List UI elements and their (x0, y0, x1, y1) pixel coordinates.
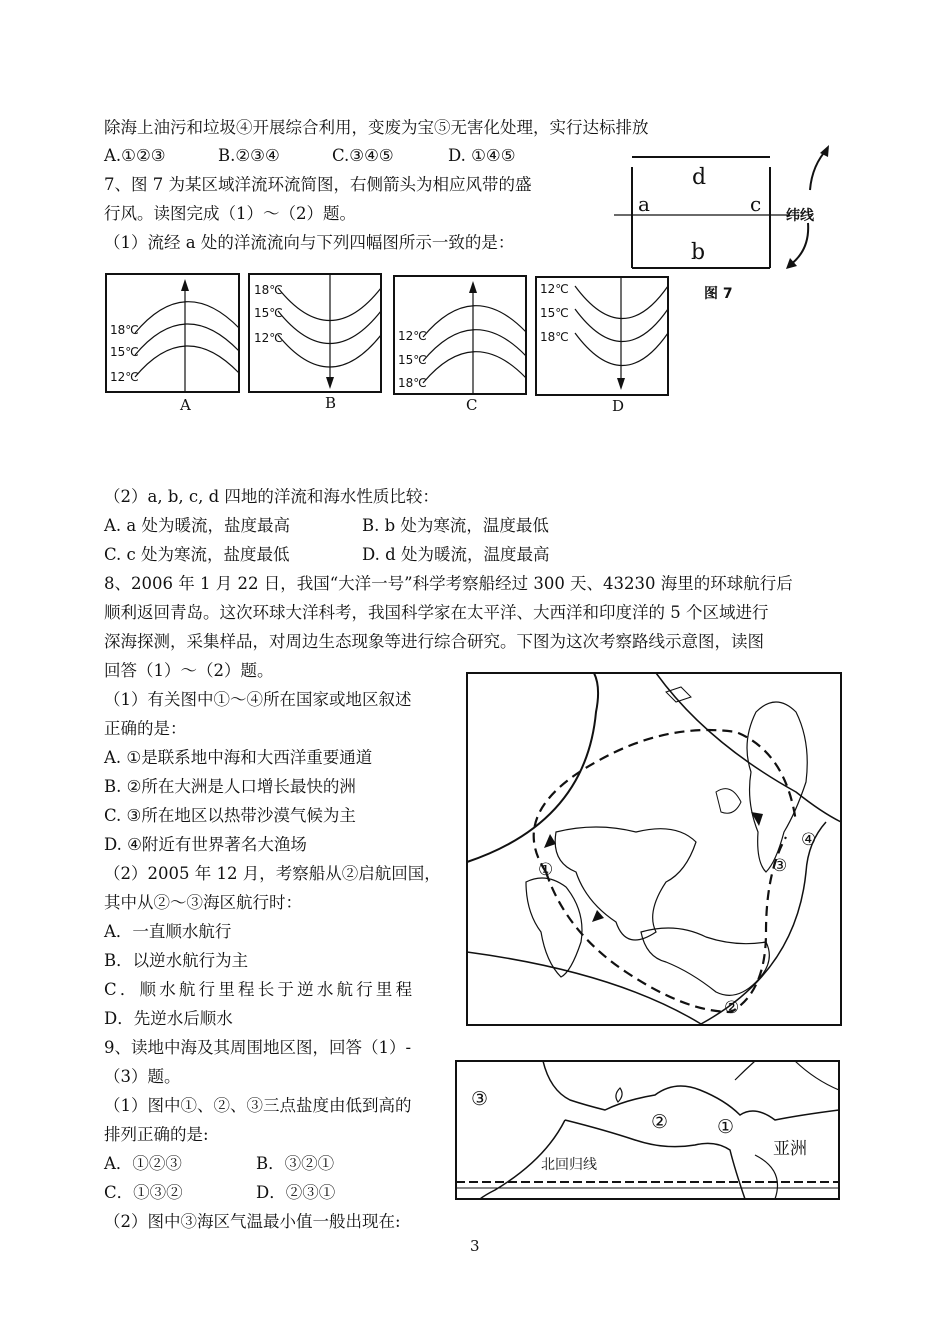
option-b: B．以逆水航行为主 (104, 951, 249, 970)
panel-letter-b: B (325, 394, 337, 412)
question-8-line1: 8、2006 年 1 月 22 日，我国“大洋一号”科学考察船经过 300 天、43230 海里的环球航行后 (104, 574, 793, 593)
tropic-label: 北回归线 (541, 1157, 597, 1173)
label-c: c (750, 192, 762, 216)
isotherm-panel-a (105, 273, 240, 393)
option-b: B．③②① (256, 1154, 335, 1173)
option-b: B. ②所在大洲是人口增长最快的洲 (104, 777, 356, 796)
option-d: D．先逆水后顺水 (104, 1009, 233, 1028)
option-b: B. b 处为寒流，温度最低 (362, 516, 549, 535)
asia-label: 亚洲 (773, 1139, 807, 1159)
temp-label: 12℃ (398, 329, 427, 343)
temp-label: 15℃ (398, 353, 427, 367)
question-7-1: （1）流经 a 处的洋流流向与下列四幅图所示一致的是： (104, 233, 515, 252)
question-8-2-cont: 其中从②～③海区航行时： (104, 893, 302, 912)
panel-letter-a: A (180, 396, 191, 414)
temp-label: 12℃ (110, 370, 139, 384)
question-9-line2: （3）题。 (104, 1067, 181, 1086)
question-7-line2: 行风。读图完成（1）～（2）题。 (104, 204, 356, 223)
option-c: C．①③② (104, 1183, 183, 1202)
text-line: 除海上油污和垃圾④开展综合利用，变废为宝⑤无害化处理，实行达标排放 (104, 118, 649, 137)
option-d: D. d 处为暖流，温度最高 (362, 545, 550, 564)
label-b: b (691, 240, 706, 265)
isotherm-panel-c (393, 275, 527, 395)
question-9-1: （1）图中①、②、③三点盐度由低到高的 (104, 1096, 412, 1115)
question-8-2: （2）2005 年 12 月，考察船从②启航回国， (104, 864, 441, 883)
label-d: d (692, 165, 707, 190)
isotherm-panel-b (248, 273, 382, 393)
option-c: C. ③所在地区以热带沙漠气候为主 (104, 806, 356, 825)
option-d: D. ④附近有世界著名大渔场 (104, 835, 307, 854)
marker-3: ③ (471, 1088, 489, 1110)
temp-label: 18℃ (540, 330, 569, 344)
page-number: 3 (470, 1237, 480, 1255)
panel-letter-d: D (612, 397, 625, 415)
mediterranean-map (455, 1060, 840, 1200)
question-9-2: （2）图中③海区气温最小值一般出现在: (104, 1212, 401, 1231)
question-7-line1: 7、图 7 为某区域洋流环流简图，右侧箭头为相应风带的盛 (104, 175, 532, 194)
question-8-line4: 回答（1）～（2）题。 (104, 661, 274, 680)
question-9-1-cont: 排列正确的是: (104, 1125, 209, 1144)
question-8-line3: 深海探测，采集样品，对周边生态现象等进行综合研究。下图为这次考察路线示意图，读图 (104, 632, 764, 651)
option-b: B.②③④ (218, 146, 280, 165)
marker-3: ③ (772, 856, 788, 876)
option-a: A. a 处为暖流，盐度最高 (104, 516, 290, 535)
label-a: a (638, 192, 650, 216)
option-a: A. ①是联系地中海和大西洋重要通道 (104, 748, 373, 767)
option-c: C．顺水航行里程长于逆水航行里程 (104, 980, 416, 999)
option-a: A.①②③ (104, 146, 166, 165)
isotherm-panel-d (535, 276, 669, 396)
marker-1: ① (717, 1116, 735, 1138)
question-9-line1: 9、读地中海及其周围地区图，回答（1）- (104, 1038, 412, 1057)
option-c: C.③④⑤ (332, 146, 394, 165)
temp-label: 18℃ (254, 283, 283, 297)
question-8-line2: 顺利返回青岛。这次环球大洋科考，我国科学家在太平洋、大西洋和印度洋的 5 个区域进行 (104, 603, 769, 622)
temp-label: 15℃ (254, 306, 283, 320)
marker-1: ① (538, 860, 554, 880)
temp-label: 18℃ (110, 323, 139, 337)
temp-label: 15℃ (110, 345, 139, 359)
option-c: C. c 处为寒流，盐度最低 (104, 545, 290, 564)
marker-2: ② (651, 1111, 669, 1133)
temp-label: 12℃ (254, 331, 283, 345)
temp-label: 18℃ (398, 376, 427, 390)
option-d: D. ①④⑤ (448, 146, 516, 165)
question-8-1-cont: 正确的是： (104, 719, 187, 738)
question-7-2: （2）a, b, c, d 四地的洋流和海水性质比较： (104, 487, 439, 506)
figure-caption: 图 7 (704, 286, 733, 302)
world-route-map (466, 672, 842, 1026)
marker-4: ④ (801, 830, 817, 850)
marker-2: ② (724, 998, 740, 1018)
panel-letter-c: C (466, 396, 478, 414)
option-a: A．一直顺水航行 (104, 922, 232, 941)
option-a: A．①②③ (104, 1154, 182, 1173)
temp-label: 12℃ (540, 282, 569, 296)
question-8-1: （1）有关图中①～④所在国家或地区叙述 (104, 690, 412, 709)
latitude-label: 纬线 (786, 208, 814, 224)
option-d: D．②③① (256, 1183, 336, 1202)
temp-label: 15℃ (540, 306, 569, 320)
